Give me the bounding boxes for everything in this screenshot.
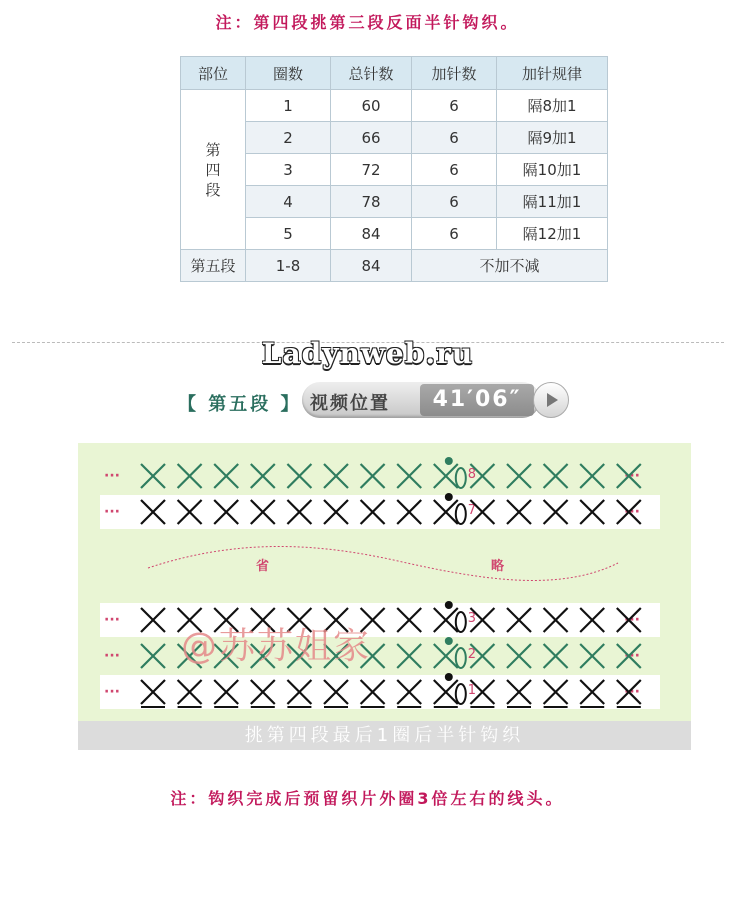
cell-round: 5 xyxy=(246,218,331,250)
table-row xyxy=(181,122,608,154)
cell-round: 4 xyxy=(246,186,331,218)
section5-label: 第五段 xyxy=(181,250,246,282)
ellipsis-left: ··· xyxy=(104,504,120,520)
table-header-row xyxy=(181,57,608,90)
video-time: 41′06″ xyxy=(420,384,534,416)
cell-inc: 6 xyxy=(412,186,497,218)
row-band xyxy=(100,495,660,529)
cell-total: 84 xyxy=(331,250,412,282)
ellipsis-left: ··· xyxy=(104,612,120,628)
cell-inc: 6 xyxy=(412,90,497,122)
ellipsis-right: ··· xyxy=(624,504,640,520)
header-rule: 加针规律 xyxy=(497,57,608,90)
section4-text: 第四段 xyxy=(205,140,221,199)
round-number: 8 xyxy=(467,467,477,482)
cell-rule: 隔11加1 xyxy=(497,186,608,218)
table-row xyxy=(181,186,608,218)
slip-stitch-dot xyxy=(445,673,453,681)
round-number: 3 xyxy=(467,611,477,626)
section5-heading: 【 第五段 】 xyxy=(178,394,302,415)
cell-round: 1 xyxy=(246,90,331,122)
ellipsis-left: ··· xyxy=(104,684,120,700)
section4-label xyxy=(181,90,246,250)
cell-inc: 6 xyxy=(412,154,497,186)
table-row xyxy=(181,218,608,250)
stitch-diagram xyxy=(78,443,691,750)
ellipsis-left: ··· xyxy=(104,648,120,664)
author-stamp: @苏苏姐家 xyxy=(181,626,372,667)
chain-stitch xyxy=(456,648,466,668)
cell-inc: 6 xyxy=(412,122,497,154)
cell-rule: 隔8加1 xyxy=(497,90,608,122)
slip-stitch-dot xyxy=(445,457,453,465)
omit-left-text: 省 xyxy=(256,559,270,574)
ellipsis-right: ··· xyxy=(624,684,640,700)
watermark: Ladynweb.ru xyxy=(261,337,474,370)
row-band xyxy=(100,675,660,709)
cell-rule: 隔9加1 xyxy=(497,122,608,154)
ellipsis-left: ··· xyxy=(104,468,120,484)
ellipsis-right: ··· xyxy=(624,648,640,664)
cell-inc: 6 xyxy=(412,218,497,250)
cell-round: 2 xyxy=(246,122,331,154)
cell-round: 1-8 xyxy=(246,250,331,282)
play-icon[interactable] xyxy=(533,382,569,418)
header-round: 圈数 xyxy=(246,57,331,90)
slip-stitch-dot xyxy=(445,493,453,501)
cell-total: 60 xyxy=(331,90,412,122)
omitted-curve xyxy=(148,546,618,580)
ellipsis-right: ··· xyxy=(624,612,640,628)
cell-total: 72 xyxy=(331,154,412,186)
round-number: 7 xyxy=(467,503,477,518)
header-inc: 加针数 xyxy=(412,57,497,90)
omit-right-text: 略 xyxy=(491,559,505,574)
cell-total: 66 xyxy=(331,122,412,154)
round-number: 2 xyxy=(467,647,477,662)
note-bottom: 注：钩织完成后预留织片外圈3倍左右的线头。 xyxy=(170,789,565,808)
table-row xyxy=(181,90,608,122)
diagram-caption: 挑第四段最后1圈后半针钩织 xyxy=(78,721,691,750)
header-total: 总针数 xyxy=(331,57,412,90)
cell-rule: 隔12加1 xyxy=(497,218,608,250)
table-row xyxy=(181,250,608,282)
ellipsis-right: ··· xyxy=(624,468,640,484)
note-top: 注：第四段挑第三段反面半针钩织。 xyxy=(215,13,520,32)
header-part: 部位 xyxy=(181,57,246,90)
stitch-chart-svg xyxy=(78,443,691,721)
cell-total: 84 xyxy=(331,218,412,250)
spec-table xyxy=(180,56,608,282)
cell-rule: 隔10加1 xyxy=(497,154,608,186)
table-row xyxy=(181,154,608,186)
slip-stitch-dot xyxy=(445,601,453,609)
cell-rule: 不加不减 xyxy=(412,250,608,282)
chain-stitch xyxy=(456,468,466,488)
slip-stitch-dot xyxy=(445,637,453,645)
video-position-label: 视频位置 xyxy=(310,393,390,414)
cell-total: 78 xyxy=(331,186,412,218)
round-number: 1 xyxy=(467,683,477,698)
cell-round: 3 xyxy=(246,154,331,186)
